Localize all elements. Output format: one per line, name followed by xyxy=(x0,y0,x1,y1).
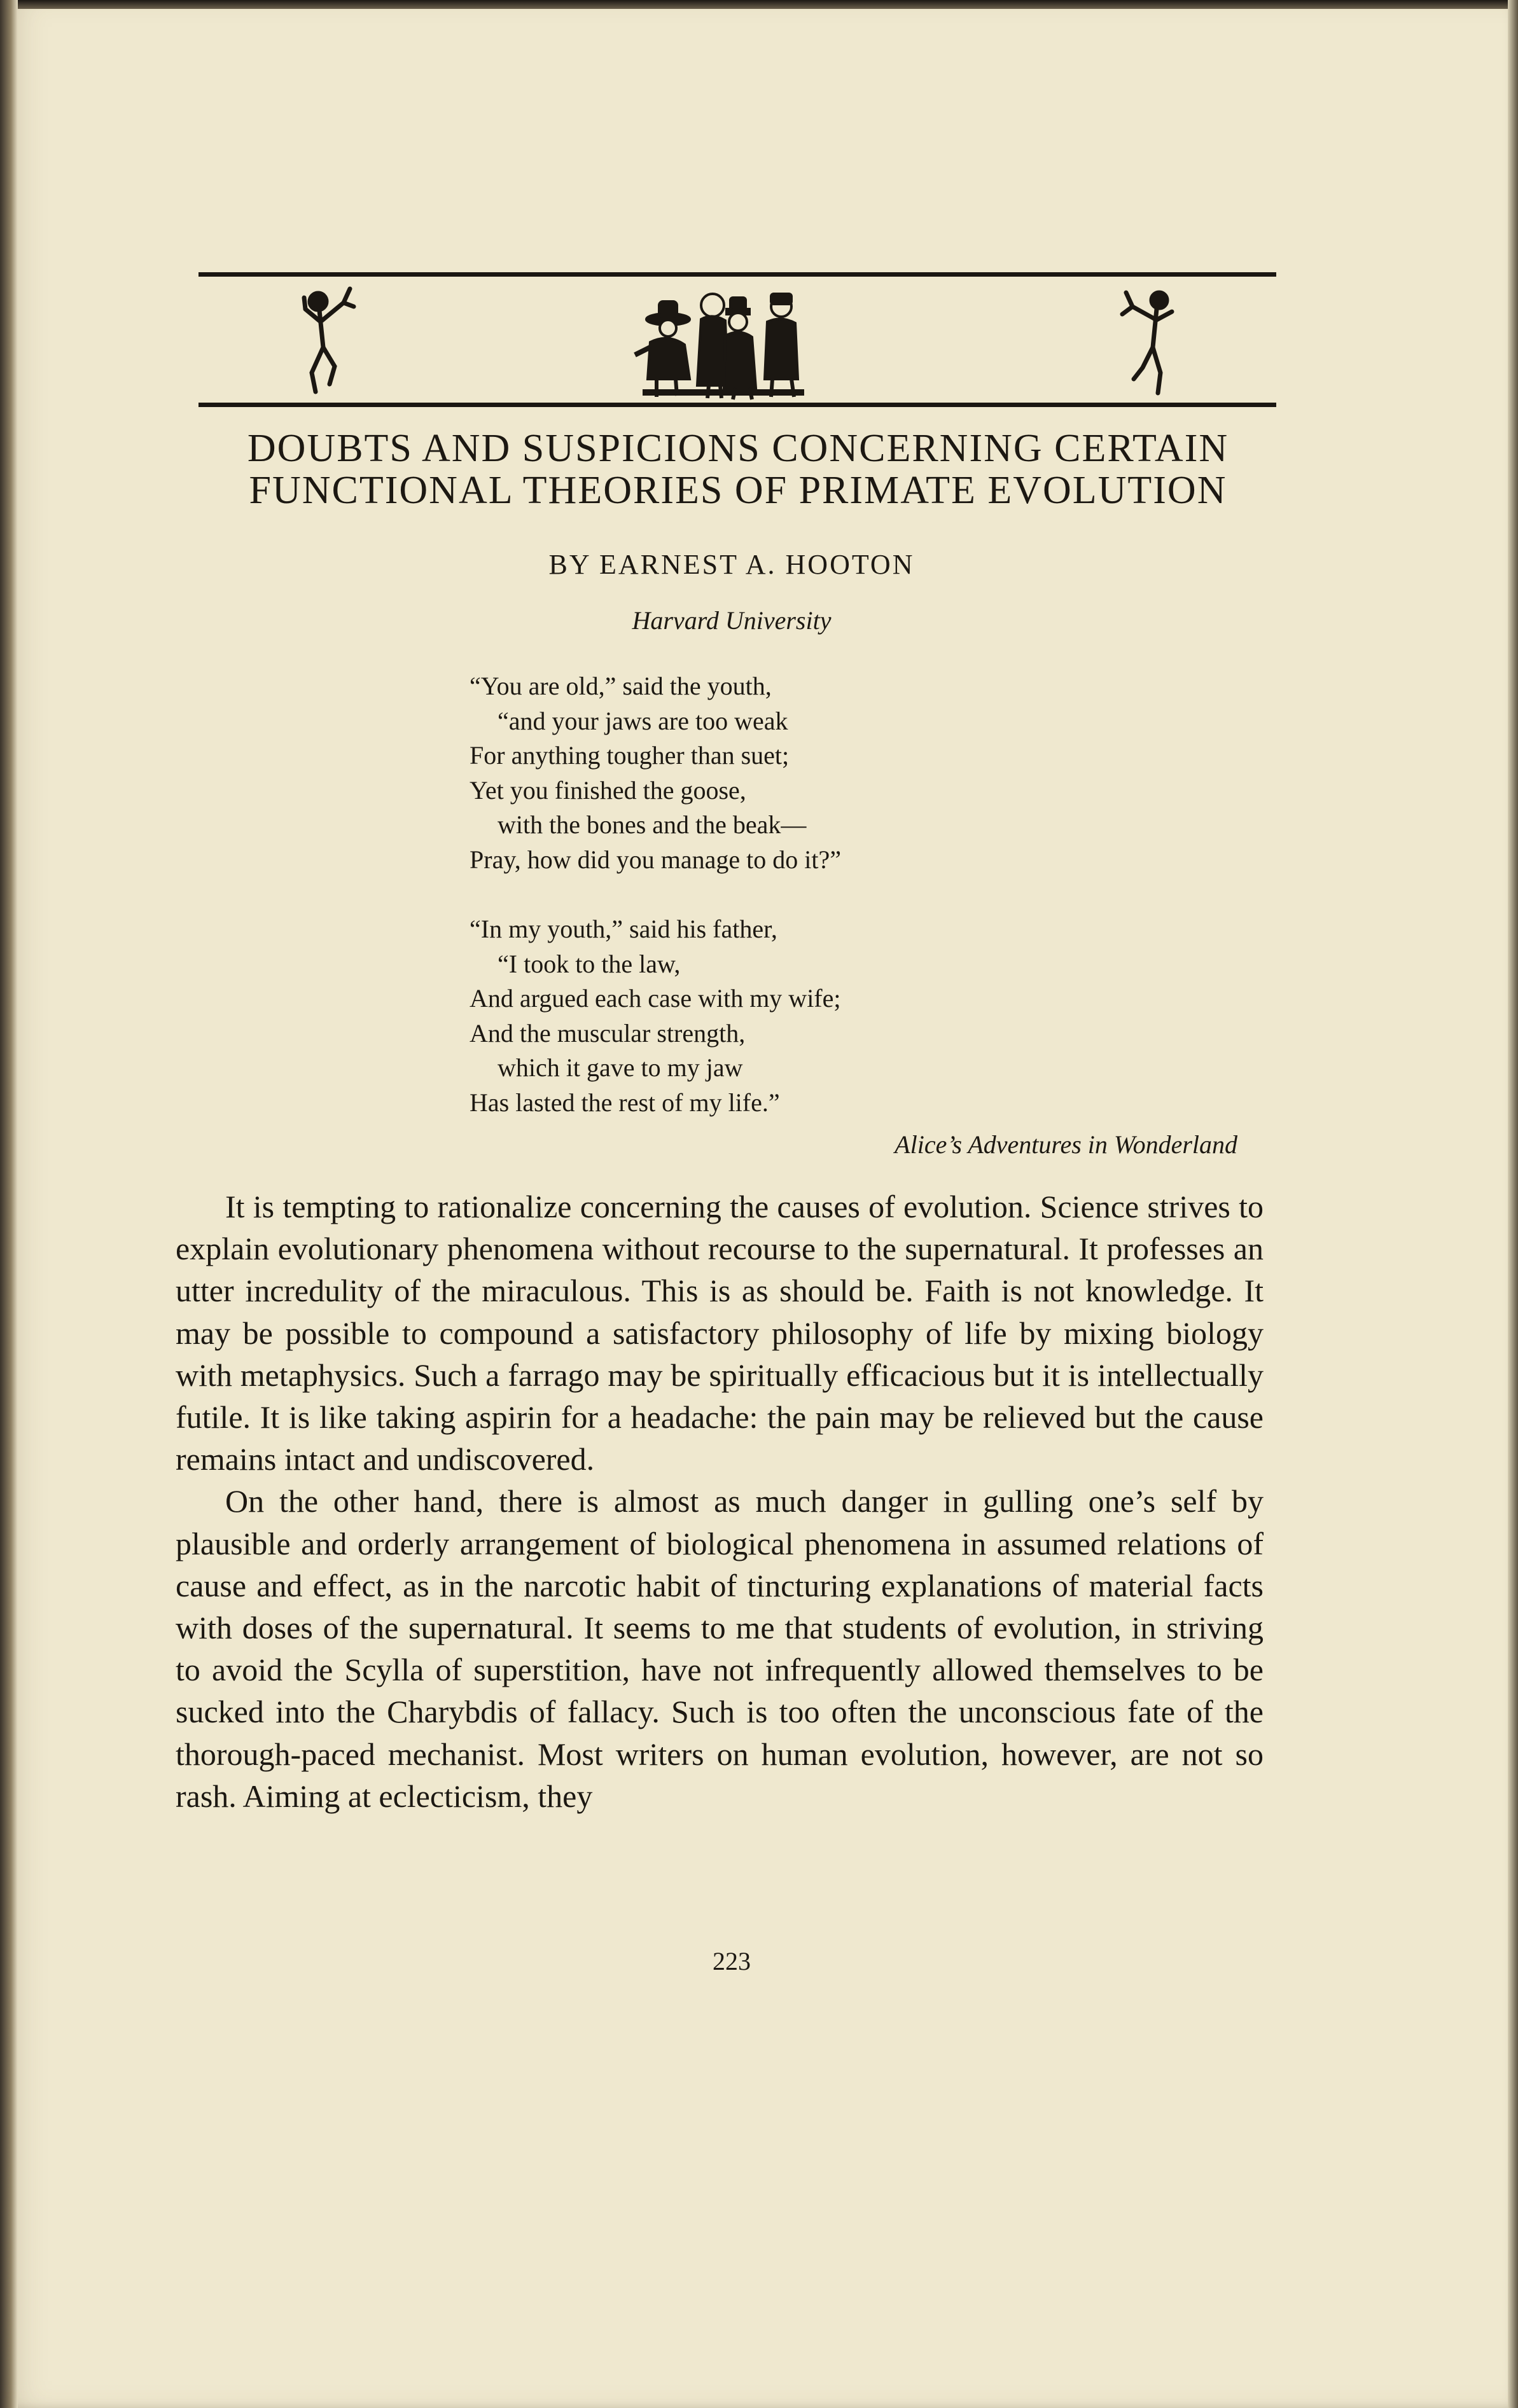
author-affiliation: Harvard University xyxy=(632,606,832,635)
poem-line: And argued each case with my wife; xyxy=(470,984,841,1013)
poem-line: For anything tougher than suet; xyxy=(470,741,790,770)
center-group-illustration xyxy=(631,284,822,401)
header-ornament xyxy=(198,272,1276,407)
left-figure-illustration xyxy=(293,284,363,398)
epigraph-stanza-2 xyxy=(470,912,1297,1120)
epigraph-stanza-1 xyxy=(470,669,1297,877)
epigraph-attribution: Alice’s Adventures in Wonderland xyxy=(895,1130,1237,1159)
article-title xyxy=(165,427,1311,511)
right-figure-illustration xyxy=(1115,284,1185,398)
poem-line: And the muscular strength, xyxy=(470,1018,746,1048)
page-right-edge xyxy=(1508,0,1518,2408)
page-number: 223 xyxy=(713,1947,751,1976)
body-paragraph: It is tempting to rationalize concerning the causes of evolution. Science strives to explain evolutionary phenomena without recourse to the supernatural. It professes an utter incredulity of the miraculous. This is as should be. Faith is not knowledge. It may be possible to compound a satisfactory philosophy of life by mixing biology with metaphysics. Such a farrago may be spiritually efficacious but it is intellectually futile. It is like taking aspirin for a headache: the pain may be relieved but the cause remains intact and undiscovered. xyxy=(176,1189,1264,1477)
poem-line: “and your jaws are too weak xyxy=(498,706,788,735)
page-gutter xyxy=(0,0,18,2408)
poem-line: which it gave to my jaw xyxy=(498,1053,743,1082)
ornament-top-rule xyxy=(198,272,1276,277)
ornament-bottom-rule xyxy=(198,403,1276,407)
poem-line: Pray, how did you manage to do it?” xyxy=(470,845,841,874)
title-line: FUNCTIONAL THEORIES OF PRIMATE EVOLUTION xyxy=(249,469,1227,512)
body-paragraph: On the other hand, there is almost as much danger in gulling one’s self by plausible and orderly arrangement of biological phenomena in assumed relations of cause and effect, as in the narcotic habit of tincturing explanations of material facts with doses of the supernatural. It seems to me that students of evolution, in striving to avoid the Scylla of superstition, have not infrequently allowed themselves to be sucked into the Charybdis of fallacy. Such is too often the unconscious fate of the thorough-paced mechanist. Most writers on human evolution, however, are not so rash. Aiming at eclecticism, they xyxy=(176,1483,1264,1814)
title-line: DOUBTS AND SUSPICIONS CONCERNING CERTAIN xyxy=(247,427,1229,470)
poem-line: “You are old,” said the youth, xyxy=(470,672,772,700)
poem-line: Has lasted the rest of my life.” xyxy=(470,1088,780,1117)
poem-line: “In my youth,” said his father, xyxy=(470,915,777,943)
article-body xyxy=(176,1186,1264,1817)
author-byline: BY EARNEST A. HOOTON xyxy=(548,549,915,580)
page-top-edge xyxy=(0,0,1518,9)
poem-line: with the bones and the beak— xyxy=(498,810,807,839)
poem-line: “I took to the law, xyxy=(498,949,681,978)
poem-line: Yet you finished the goose, xyxy=(470,775,746,805)
